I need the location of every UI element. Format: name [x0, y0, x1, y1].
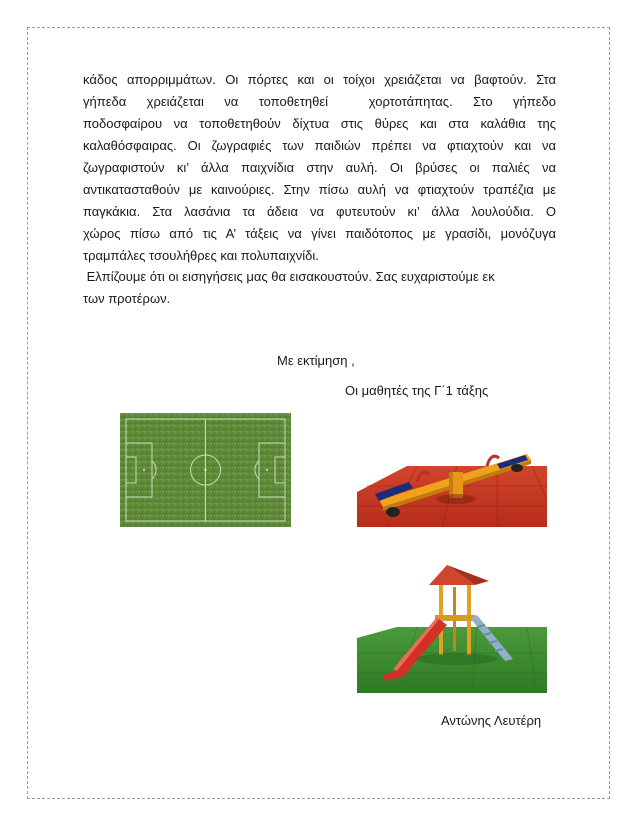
closing-paragraph — [83, 266, 556, 310]
body-line: παγκάκια. Στα λασάνια τα άδεια να φυτευτούν κι’ άλλα λουλούδια. Ο — [83, 204, 556, 219]
seesaw-image — [357, 430, 547, 527]
playground-slide-image — [357, 563, 547, 693]
body-line: αντικατασταθούν με καινούριες. Στην πίσω αυλή να φτιαχτούν τραπέζια με — [83, 182, 556, 197]
closing-line: των προτέρων. — [83, 291, 171, 306]
signature-class: Οι μαθητές της Γ΄1 τάξης — [345, 383, 489, 398]
body-line: ζωγραφιστούν κι’ άλλα παιχνίδια στην αυλή. Οι βρύσες οι παλιές να — [83, 160, 556, 175]
closing-line: Ελπίζουμε ότι οι εισηγήσεις μας θα εισακουστούν. Σας ευχαριστούμε εκ — [83, 269, 495, 284]
body-line: καλαθόσφαιρας. Οι ζωγραφιές των παιδιών πρέπει να φτιαχτούν και να — [83, 138, 556, 153]
body-paragraph — [83, 69, 556, 267]
body-line: ποδοσφαίρου να τοποθετηθούν δίχτυα στις θύρες και στα καλάθια της — [83, 116, 556, 131]
football-pitch-image — [120, 413, 291, 527]
author-name: Αντώνης Λευτέρη — [441, 713, 542, 728]
body-line: χώρος πίσω από τις Α’ τάξεις να γίνει παιδότοπος με γρασίδι, μονόζυγα — [83, 226, 556, 241]
regards-text: Με εκτίμηση , — [277, 353, 355, 368]
body-line: τραμπάλες τσουλήθρες και πολυπαιχνίδι. — [83, 248, 319, 263]
body-line: γήπεδα χρειάζεται να τοποθετηθεί χορτοτάπητας. Στο γήπεδο — [83, 94, 556, 109]
body-line: κάδος απορριμμάτων. Οι πόρτες και οι τοίχοι χρειάζεται να βαφτούν. Στα — [83, 72, 556, 87]
